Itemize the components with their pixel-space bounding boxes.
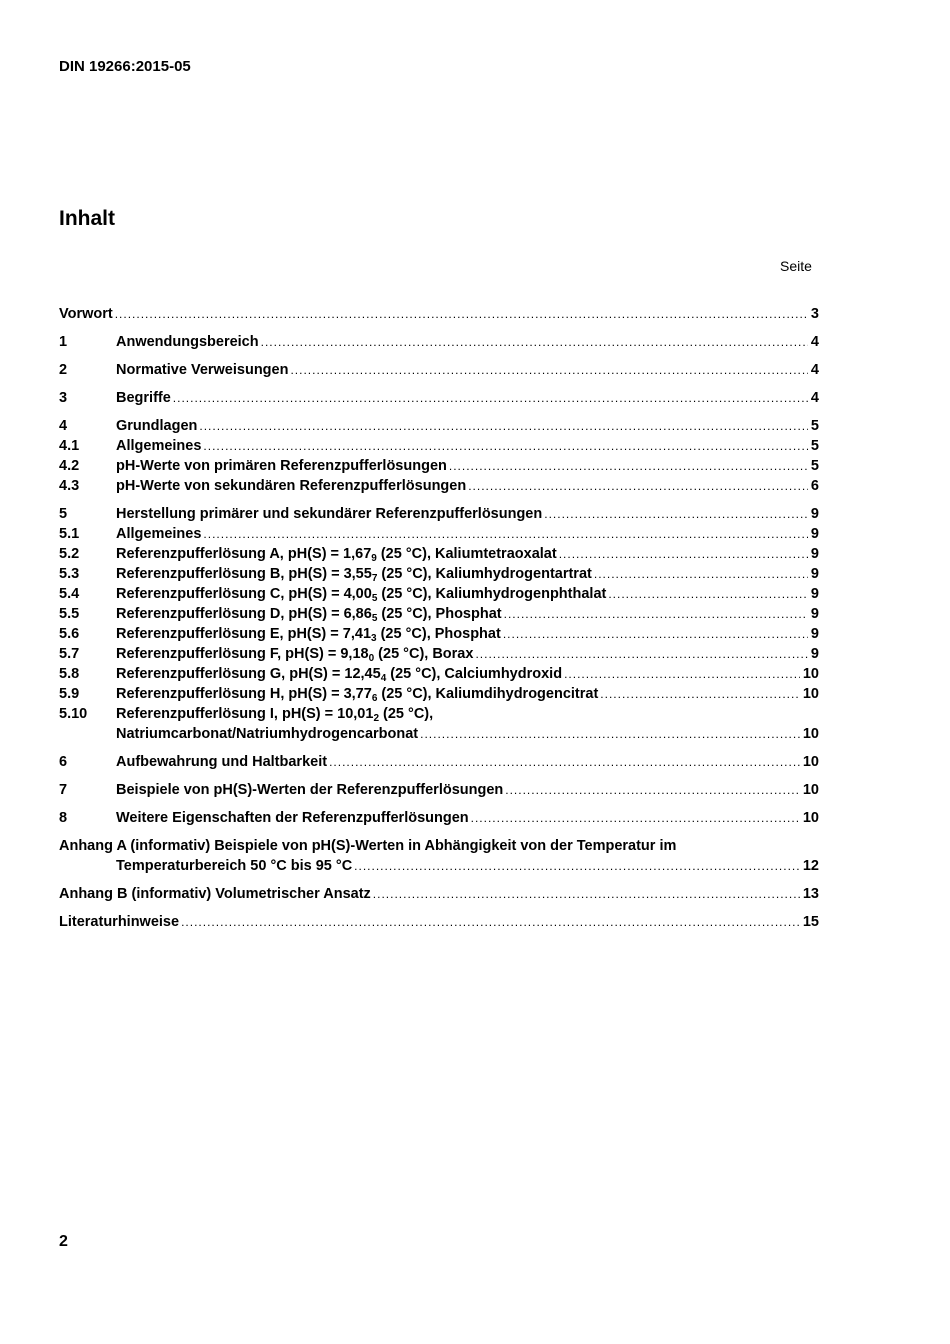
toc-entry-vorwort[interactable] <box>59 304 819 324</box>
toc-number: 5.6 <box>59 626 80 642</box>
toc-entry-3[interactable] <box>59 388 819 408</box>
toc-entry-literatur[interactable] <box>59 912 819 932</box>
toc-label: Referenzpufferlösung D, $pH(S) = 6,86_5$ (25 °C), Phosphat <box>116 606 502 624</box>
toc-number: 8 <box>59 810 68 826</box>
toc-page: 4 <box>810 334 819 350</box>
toc-label: Anhang B (informativ) Volumetrischer Ansatz <box>59 886 371 902</box>
toc-label: Referenzpufferlösung E, $pH(S) = 7,41_3$ (25 °C), Phosphat <box>116 626 501 644</box>
toc-page: 12 <box>802 858 819 874</box>
toc-label: Literaturhinweise <box>59 914 180 930</box>
toc-page: 9 <box>810 626 819 642</box>
toc-number: 5.2 <box>59 546 80 562</box>
toc-page: 9 <box>810 506 819 522</box>
toc-entry-5-5[interactable] <box>59 604 819 624</box>
toc-page: 4 <box>810 362 819 378</box>
toc-number: 2 <box>59 362 68 378</box>
page-title: Inhalt <box>59 207 115 230</box>
toc-page: 13 <box>802 886 819 902</box>
toc-entry-4-3[interactable] <box>59 476 819 496</box>
toc-label: pH-Werte von sekundären Referenzpufferlösungen <box>116 478 467 494</box>
toc-label: Grundlagen <box>116 418 198 434</box>
toc-page: 10 <box>802 726 819 742</box>
toc-label: Beispiele von pH(S)-Werten der Referenzpufferlösungen <box>116 782 504 798</box>
toc-number: 4.3 <box>59 478 80 494</box>
toc-entry-6[interactable] <box>59 752 819 772</box>
toc-label: Anhang A (informativ) Beispiele von pH(S)-Werten in Abhängigkeit von der Temperatur im <box>59 838 677 854</box>
toc-entry-5[interactable] <box>59 504 819 524</box>
toc-number: 5 <box>59 506 68 522</box>
toc-page: 10 <box>802 686 819 702</box>
toc-entry-5-10[interactable] <box>59 704 819 724</box>
toc-number: 5.10 <box>59 706 88 722</box>
toc-label: Begriffe <box>116 390 171 406</box>
toc-entry-5-7[interactable] <box>59 644 819 664</box>
toc-page: 9 <box>810 546 819 562</box>
toc-page: 4 <box>810 390 819 406</box>
toc-entry-5-1[interactable] <box>59 524 819 544</box>
toc-number: 5.4 <box>59 586 80 602</box>
toc-page: 5 <box>810 418 819 434</box>
toc-entry-7[interactable] <box>59 780 819 800</box>
toc-entry-anhang-a-continued[interactable] <box>59 856 819 876</box>
toc-label: Vorwort <box>59 306 113 322</box>
toc-label: Referenzpufferlösung H, $pH(S) = 3,77_6$ (25 °C), Kaliumdihydrogencitrat <box>116 686 599 704</box>
toc-page: 15 <box>802 914 819 930</box>
toc-label: Weitere Eigenschaften der Referenzpufferlösungen <box>116 810 469 826</box>
toc-page: 10 <box>802 666 819 682</box>
toc-number: 5.9 <box>59 686 80 702</box>
toc-page: 5 <box>810 438 819 454</box>
toc-entry-anhang-b[interactable] <box>59 884 819 904</box>
toc-label: Referenzpufferlösung I, $pH(S) = 10,01_2$ (25 °C), <box>116 706 434 724</box>
toc-page: 3 <box>810 306 819 322</box>
toc-page: 6 <box>810 478 819 494</box>
toc-entry-5-3[interactable] <box>59 564 819 584</box>
toc-entry-2[interactable] <box>59 360 819 380</box>
toc-number: 5.3 <box>59 566 80 582</box>
toc-entry-5-8[interactable] <box>59 664 819 684</box>
toc-label: Temperaturbereich 50 °C bis 95 °C <box>116 858 353 874</box>
table-of-contents <box>59 304 819 932</box>
toc-number: 1 <box>59 334 68 350</box>
toc-page: 9 <box>810 646 819 662</box>
toc-label: Referenzpufferlösung F, $pH(S) = 9,18_0$ (25 °C), Borax <box>116 646 474 664</box>
toc-entry-5-4[interactable] <box>59 584 819 604</box>
toc-entry-8[interactable] <box>59 808 819 828</box>
toc-label: Natriumcarbonat/Natriumhydrogencarbonat <box>116 726 419 742</box>
toc-label: Anwendungsbereich <box>116 334 259 350</box>
toc-entry-4[interactable] <box>59 416 819 436</box>
toc-entry-5-2[interactable] <box>59 544 819 564</box>
toc-number: 4.1 <box>59 438 80 454</box>
toc-number: 4.2 <box>59 458 80 474</box>
toc-page: 9 <box>810 606 819 622</box>
toc-number: 6 <box>59 754 68 770</box>
toc-label: Referenzpufferlösung A, $pH(S) = 1,67_9$ (25 °C), Kaliumtetraoxalat <box>116 546 557 564</box>
toc-label: Referenzpufferlösung B, $pH(S) = 3,55_7$ (25 °C), Kaliumhydrogentartrat <box>116 566 592 584</box>
toc-page: 9 <box>810 526 819 542</box>
toc-number: 4 <box>59 418 68 434</box>
toc-label: Allgemeines <box>116 438 202 454</box>
toc-page: 10 <box>802 754 819 770</box>
toc-entry-5-6[interactable] <box>59 624 819 644</box>
page-number: 2 <box>59 1233 68 1250</box>
toc-label: Normative Verweisungen <box>116 362 289 378</box>
toc-entry-1[interactable] <box>59 332 819 352</box>
toc-number: 5.8 <box>59 666 80 682</box>
page-column-label: Seite <box>780 258 812 274</box>
toc-number: 7 <box>59 782 68 798</box>
toc-label: Herstellung primärer und sekundärer Referenzpufferlösungen <box>116 506 543 522</box>
document-id: DIN 19266:2015-05 <box>59 58 191 75</box>
toc-number: 5.1 <box>59 526 80 542</box>
toc-page: 9 <box>810 586 819 602</box>
toc-label: Aufbewahrung und Haltbarkeit <box>116 754 328 770</box>
toc-entry-4-1[interactable] <box>59 436 819 456</box>
toc-entry-4-2[interactable] <box>59 456 819 476</box>
toc-number: 5.7 <box>59 646 80 662</box>
toc-entry-anhang-a[interactable] <box>59 836 819 856</box>
toc-page: 10 <box>802 810 819 826</box>
toc-number: 5.5 <box>59 606 80 622</box>
toc-entry-5-10-continued[interactable] <box>59 724 819 744</box>
toc-entry-5-9[interactable] <box>59 684 819 704</box>
toc-page: 5 <box>810 458 819 474</box>
toc-label: pH-Werte von primären Referenzpufferlösungen <box>116 458 447 474</box>
toc-number: 3 <box>59 390 68 406</box>
toc-label: Allgemeines <box>116 526 202 542</box>
toc-page: 9 <box>810 566 819 582</box>
toc-page: 10 <box>802 782 819 798</box>
toc-label: Referenzpufferlösung C, $pH(S) = 4,00_5$ (25 °C), Kaliumhydrogenphthalat <box>116 586 607 604</box>
toc-label: Referenzpufferlösung G, $pH(S) = 12,45_4$ (25 °C), Calciumhydroxid <box>116 666 563 684</box>
